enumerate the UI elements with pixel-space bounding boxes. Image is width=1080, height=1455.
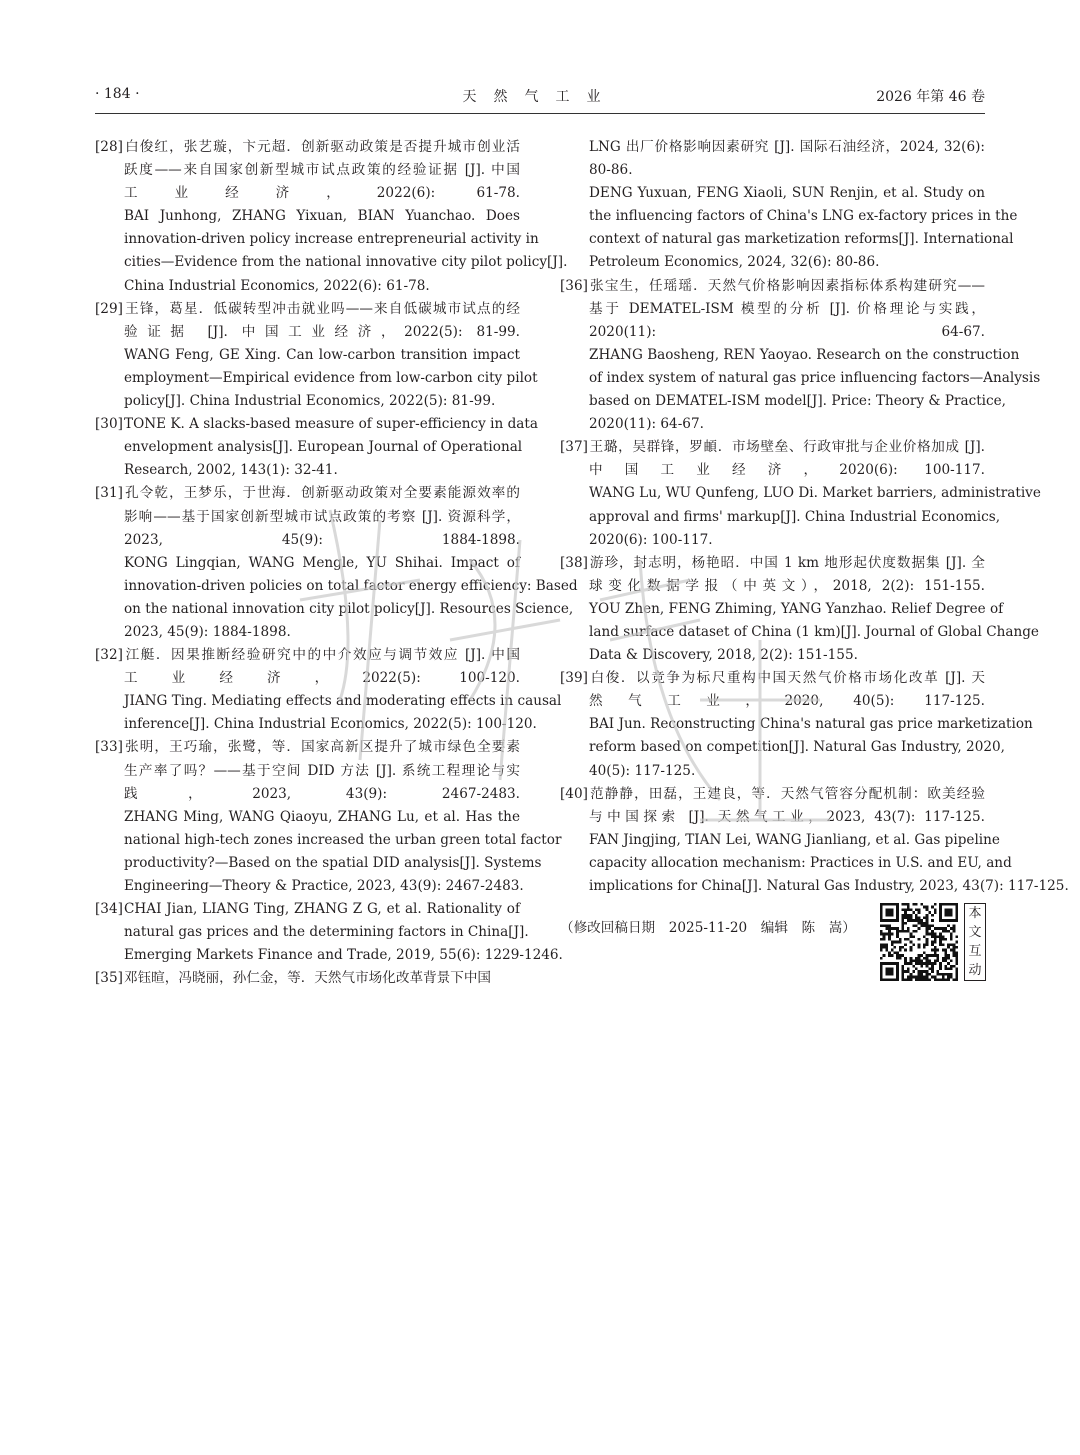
reference-line: 2023, 45(9): 1884-1898.	[124, 623, 291, 640]
reference-line: TONE K. A slacks-based measure of super-efficiency in data	[124, 416, 538, 433]
reference-number: [29]	[95, 300, 123, 317]
reference-line: policy[J]. China Industrial Economics, 2022(5): 81-99.	[124, 393, 496, 410]
reference-line: 王锋，葛星．低碳转型冲击就业吗——来自低碳城市试点的经	[124, 300, 520, 317]
reference-line: KONG Lingqian, WANG Mengle, YU Shihai. Impact of	[124, 554, 520, 571]
reference-line: 2020(11): 64-67.	[589, 323, 985, 340]
reference-entry	[95, 136, 568, 298]
reference-entry	[560, 552, 1039, 667]
reference-line: FAN Jingjing, TIAN Lei, WANG Jianliang, et al. Gas pipeline	[589, 831, 1000, 848]
reference-entry	[560, 436, 1041, 551]
page-number: · 184 ·	[95, 86, 140, 102]
reference-line: 40(5): 117-125.	[589, 762, 696, 779]
reference-line: 游珍，封志明，杨艳昭．中国 1 km 地形起伏度数据集 [J]. 全	[589, 554, 985, 571]
reference-entry	[95, 644, 562, 736]
reference-line: 验证据 [J]. 中国工业经济，2022(5): 81-99.	[124, 323, 520, 340]
reference-line: based on DEMATEL-ISM model[J]. Price: Theory & Practice,	[589, 393, 1006, 410]
reference-line: 中国工业经济，2020(6): 100-117.	[589, 462, 985, 479]
reference-line: the influencing factors of China's LNG ex-factory prices in the	[589, 208, 1018, 225]
reference-number: [31]	[95, 485, 123, 502]
reference-line: 工业经济，2022(5): 100-120.	[124, 670, 520, 687]
reference-entry	[95, 298, 538, 413]
qr-label-char: 本	[968, 906, 982, 921]
reference-line: 江艇．因果推断经验研究中的中介效应与调节效应 [J]. 中国	[124, 647, 520, 664]
reference-entry	[95, 413, 538, 482]
reference-line: 生产率了吗？——基于空间 DID 方法 [J]. 系统工程理论与实	[124, 762, 520, 779]
reference-line: 孔令乾，王梦乐，于世海．创新驱动政策对全要素能源效率的	[124, 485, 520, 502]
reference-line: approval and firms' markup[J]. China Industrial Economics,	[589, 508, 1001, 525]
reference-line: on the national innovation city pilot policy[J]. Resources Science,	[124, 600, 574, 617]
reference-line: WANG Feng, GE Xing. Can low-carbon transition impact	[124, 346, 520, 363]
reference-line: national high-tech zones increased the urban green total factor	[124, 831, 562, 848]
reference-entry	[95, 967, 520, 990]
reference-line: Engineering—Theory & Practice, 2023, 43(9): 2467-2483.	[124, 878, 524, 894]
reference-line: 范静静，田磊，王建良，等．天然气管容分配机制：欧美经验	[589, 785, 985, 802]
reference-line: Petroleum Economics, 2024, 32(6): 80-86.	[589, 254, 880, 271]
reference-entry	[560, 667, 1033, 782]
reference-entry	[95, 736, 562, 898]
revision-note: （修改回稿日期 2025-11-20 编辑 陈 嵩）	[560, 920, 856, 936]
reference-line: 白俊．以竞争为标尺重构中国天然气价格市场化改革 [J]. 天	[589, 670, 985, 687]
reference-line: Emerging Markets Finance and Trade, 2019, 55(6): 1229-1246.	[124, 947, 563, 964]
reference-line: 基于 DEMATEL-ISM 模型的分析 [J]. 价格理论与实践，	[589, 300, 985, 317]
reference-line: of index system of natural gas price influencing factors—Analysis	[589, 369, 1041, 386]
reference-line: ZHANG Baosheng, REN Yaoyao. Research on the construction	[589, 346, 1020, 363]
reference-line: 王璐，吴群锋，罗頔．市场壁垒、行政审批与企业价格加成 [J].	[589, 439, 985, 456]
reference-entry	[560, 275, 1041, 437]
reference-line: 影响——基于国家创新型城市试点政策的考察 [J]. 资源科学，	[124, 508, 520, 525]
qr-label-char: 互	[968, 944, 982, 959]
reference-line: 2020(11): 64-67.	[589, 416, 704, 433]
reference-number: [40]	[560, 785, 588, 802]
reference-number: [34]	[95, 901, 123, 918]
reference-line: JIANG Ting. Mediating effects and moderating effects in causal	[124, 693, 562, 710]
reference-line: envelopment analysis[J]. European Journal of Operational	[124, 439, 523, 456]
reference-number: [30]	[95, 416, 123, 433]
reference-line: LNG 出厂价格影响因素研究 [J]. 国际石油经济，2024, 32(6):	[589, 139, 985, 155]
reference-line: 白俊红，张艺璇，卞元超．创新驱动政策是否提升城市创业活	[124, 139, 520, 155]
reference-line: cities—Evidence from the national innovative city pilot policy[J].	[124, 254, 568, 271]
reference-line: 跃度——来自国家创新型城市试点政策的经验证据 [J]. 中国	[124, 162, 520, 179]
reference-line: YOU Zhen, FENG Zhiming, YANG Yanzhao. Relief Degree of	[589, 600, 1004, 617]
reference-line: 工业经济，2022(6): 61-78.	[124, 185, 520, 202]
header-rule	[95, 113, 985, 114]
reference-number: [35]	[95, 970, 123, 987]
reference-line: BAI Jun. Reconstructing China's natural gas price marketization	[589, 716, 1033, 733]
reference-number: [39]	[560, 670, 588, 687]
volume-label: 2026 年第 46 卷	[876, 89, 985, 105]
reference-line: 与中国探索 [J]. 天然气工业，2023, 43(7): 117-125.	[589, 808, 985, 825]
reference-line: 张明，王巧瑜，张鹭，等．国家高新区提升了城市绿色全要素	[124, 739, 520, 756]
reference-line: inference[J]. China Industrial Economics, 2022(5): 100-120.	[124, 716, 537, 733]
references-right-column	[560, 136, 1069, 898]
reference-line: 80-86.	[589, 162, 633, 179]
reference-line: 2020(6): 100-117.	[589, 531, 713, 548]
reference-line: 践，2023, 43(9): 2467-2483.	[124, 785, 520, 802]
reference-number: [33]	[95, 739, 123, 756]
reference-line: 张宝生，任瑶瑶．天然气价格影响因素指标体系构建研究——	[589, 277, 985, 294]
reference-number: [37]	[560, 439, 588, 456]
reference-number: [28]	[95, 139, 123, 155]
reference-line: employment—Empirical evidence from low-carbon city pilot	[124, 369, 538, 386]
reference-line: land surface dataset of China (1 km)[J]. Journal of Global Change	[589, 623, 1039, 640]
journal-name: 天然气工业	[462, 89, 618, 105]
reference-line: 球变化数据学报（中英文），2018, 2(2): 151-155.	[589, 577, 985, 594]
reference-line: 邓钰暄，冯晓丽，孙仁金，等．天然气市场化改革背景下中国	[124, 970, 492, 987]
reference-line: DENG Yuxuan, FENG Xiaoli, SUN Renjin, et al. Study on	[589, 185, 985, 202]
reference-line: innovation-driven policies on total factor energy efficiency: Based	[124, 577, 578, 594]
reference-line: BAI Junhong, ZHANG Yixuan, BIAN Yuanchao. Does	[124, 208, 520, 225]
reference-line: implications for China[J]. Natural Gas Industry, 2023, 43(7): 117-125.	[589, 878, 1069, 894]
reference-line: Research, 2002, 143(1): 32-41.	[124, 462, 338, 479]
reference-line: ZHANG Ming, WANG Qiaoyu, ZHANG Lu, et al. Has the	[124, 808, 520, 825]
reference-line: innovation-driven policy increase entrepreneurial activity in	[124, 231, 539, 248]
reference-line: reform based on competition[J]. Natural Gas Industry, 2020,	[589, 739, 1005, 756]
reference-line: context of natural gas marketization reforms[J]. International	[589, 231, 1014, 248]
qr-label-char: 动	[968, 963, 982, 978]
reference-entry	[560, 783, 1069, 898]
reference-number: [38]	[560, 554, 588, 571]
reference-entry	[95, 898, 563, 967]
reference-line: 2023, 45(9): 1884-1898.	[124, 531, 520, 548]
reference-line: 然气工业，2020, 40(5): 117-125.	[589, 693, 985, 710]
reference-number: [36]	[560, 277, 588, 294]
qr-code-icon[interactable]	[880, 903, 958, 981]
reference-number: [32]	[95, 647, 123, 664]
reference-line: capacity allocation mechanism: Practices in U.S. and EU, and	[589, 854, 1012, 871]
reference-line: productivity?—Based on the spatial DID analysis[J]. Systems	[124, 854, 542, 871]
reference-line: China Industrial Economics, 2022(6): 61-78.	[124, 277, 430, 294]
reference-line: Data & Discovery, 2018, 2(2): 151-155.	[589, 647, 858, 664]
running-header	[95, 86, 985, 108]
reference-line: CHAI Jian, LIANG Ting, ZHANG Z G, et al. Rationality of	[124, 901, 520, 918]
reference-line: natural gas prices and the determining factors in China[J].	[124, 924, 529, 941]
reference-line: WANG Lu, WU Qunfeng, LUO Di. Market barriers, administrative	[589, 485, 1041, 502]
reference-entry	[560, 136, 1018, 275]
qr-label	[964, 903, 986, 981]
qr-label-char: 文	[968, 925, 982, 940]
